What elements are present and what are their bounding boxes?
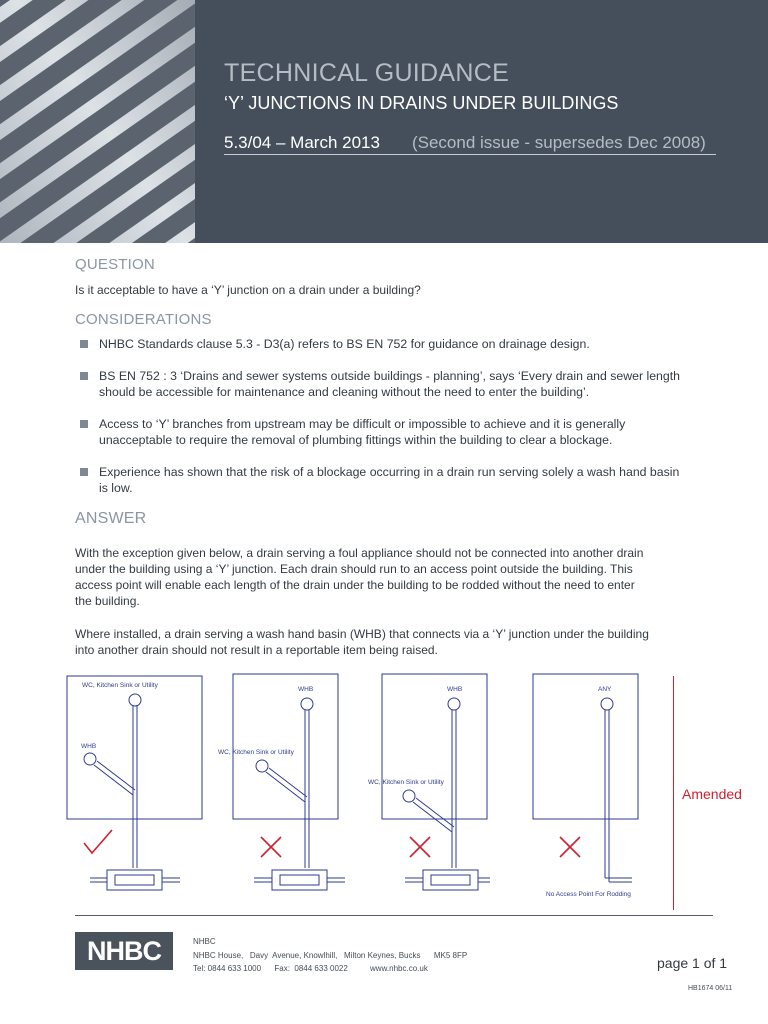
consideration-item: [80, 464, 690, 496]
bullet-square-icon: [80, 340, 88, 348]
amendment-marker-line: [673, 676, 674, 910]
answer-paragraph-2: Where installed, a drain serving a wash hand basin (WHB) that connects via a ‘Y’ junction under the building into another drain should not result in a reportable item being raised.: [75, 627, 649, 657]
consideration-text: Access to ‘Y’ branches from upstream may be difficult or impossible to achieve and it is generally unacceptable to require the removal of plumbing fittings within the building to clear a blockage.: [99, 417, 626, 447]
consideration-text: NHBC Standards clause 5.3 - D3(a) refers to BS EN 752 for guidance on drainage design.: [99, 337, 590, 351]
amended-label: Amended: [682, 786, 742, 802]
consideration-text: Experience has shown that the risk of a blockage occurring in a drain run serving solely a wash hand basin is low.: [99, 465, 680, 495]
answer-heading: ANSWER: [75, 510, 147, 527]
bullet-square-icon: [80, 468, 88, 476]
consideration-item: [80, 336, 690, 352]
diagram-label: WC, Kitchen Sink or Utility: [82, 682, 158, 689]
issue-date: 5.3/04 – March 2013: [224, 133, 380, 152]
nhbc-logo: NHBC: [75, 932, 173, 970]
considerations-heading: CONSIDERATIONS: [75, 311, 212, 328]
diagram-panel-d: [533, 674, 638, 882]
diagram-label: WHB: [447, 686, 463, 693]
question-heading: QUESTION: [75, 256, 155, 273]
header-text-block: [224, 58, 744, 155]
document-subtitle: ‘Y’ JUNCTIONS IN DRAINS UNDER BUILDINGS: [224, 93, 619, 113]
document-title: TECHNICAL GUIDANCE: [224, 59, 510, 87]
issue-note: (Second issue - supersedes Dec 2008): [411, 133, 706, 152]
footer-address-block: [193, 935, 467, 976]
diagram-label: No Access Point For Rodding: [546, 891, 631, 898]
consideration-item: [80, 416, 690, 448]
footer-org: NHBC: [193, 937, 216, 946]
diagram-panel-b: [233, 674, 345, 890]
header-pipe-image: [0, 0, 195, 243]
consideration-item: [80, 368, 690, 400]
footer-contact: Tel: 0844 633 1000 Fax: 0844 633 0022 www.nhbc.co.uk: [193, 964, 428, 973]
junction-diagram: [60, 668, 660, 913]
issue-date-row: [224, 133, 716, 155]
diagram-label: WHB: [81, 743, 97, 750]
diagram-label: WC, Kitchen Sink or Utility: [368, 779, 444, 786]
diagram-label: ANY: [598, 686, 612, 693]
page-number: page 1 of 1: [657, 955, 728, 971]
question-text: Is it acceptable to have a ‘Y’ junction on a drain under a building?: [75, 283, 421, 297]
header-banner: [0, 0, 768, 243]
answer-paragraph-1: With the exception given below, a drain serving a foul appliance should not be connected into another drain under the building using a ‘Y’ junction. Each drain should run to an access point outside the building. This access point will enable each length of the drain under the building to be rodded without the need to enter the building.: [75, 546, 644, 608]
bullet-square-icon: [80, 372, 88, 380]
footer-divider: [75, 915, 713, 916]
diagram-label: WHB: [298, 686, 314, 693]
document-ref: HB1674 06/11: [688, 985, 733, 992]
diagram-label: WC, Kitchen Sink or Utility: [218, 749, 294, 756]
footer-address: NHBC House, Davy Avenue, Knowlhill, Milton Keynes, Bucks MK5 8FP: [193, 950, 468, 960]
bullet-square-icon: [80, 420, 88, 428]
tick-icon: [84, 830, 112, 853]
consideration-text: BS EN 752 : 3 ‘Drains and sewer systems outside buildings - planning’, says ‘Every drain and sewer length should be accessible for maintenance and cleaning without the need to enter the building’.: [99, 369, 680, 399]
diagram-panel-a: [67, 676, 202, 890]
